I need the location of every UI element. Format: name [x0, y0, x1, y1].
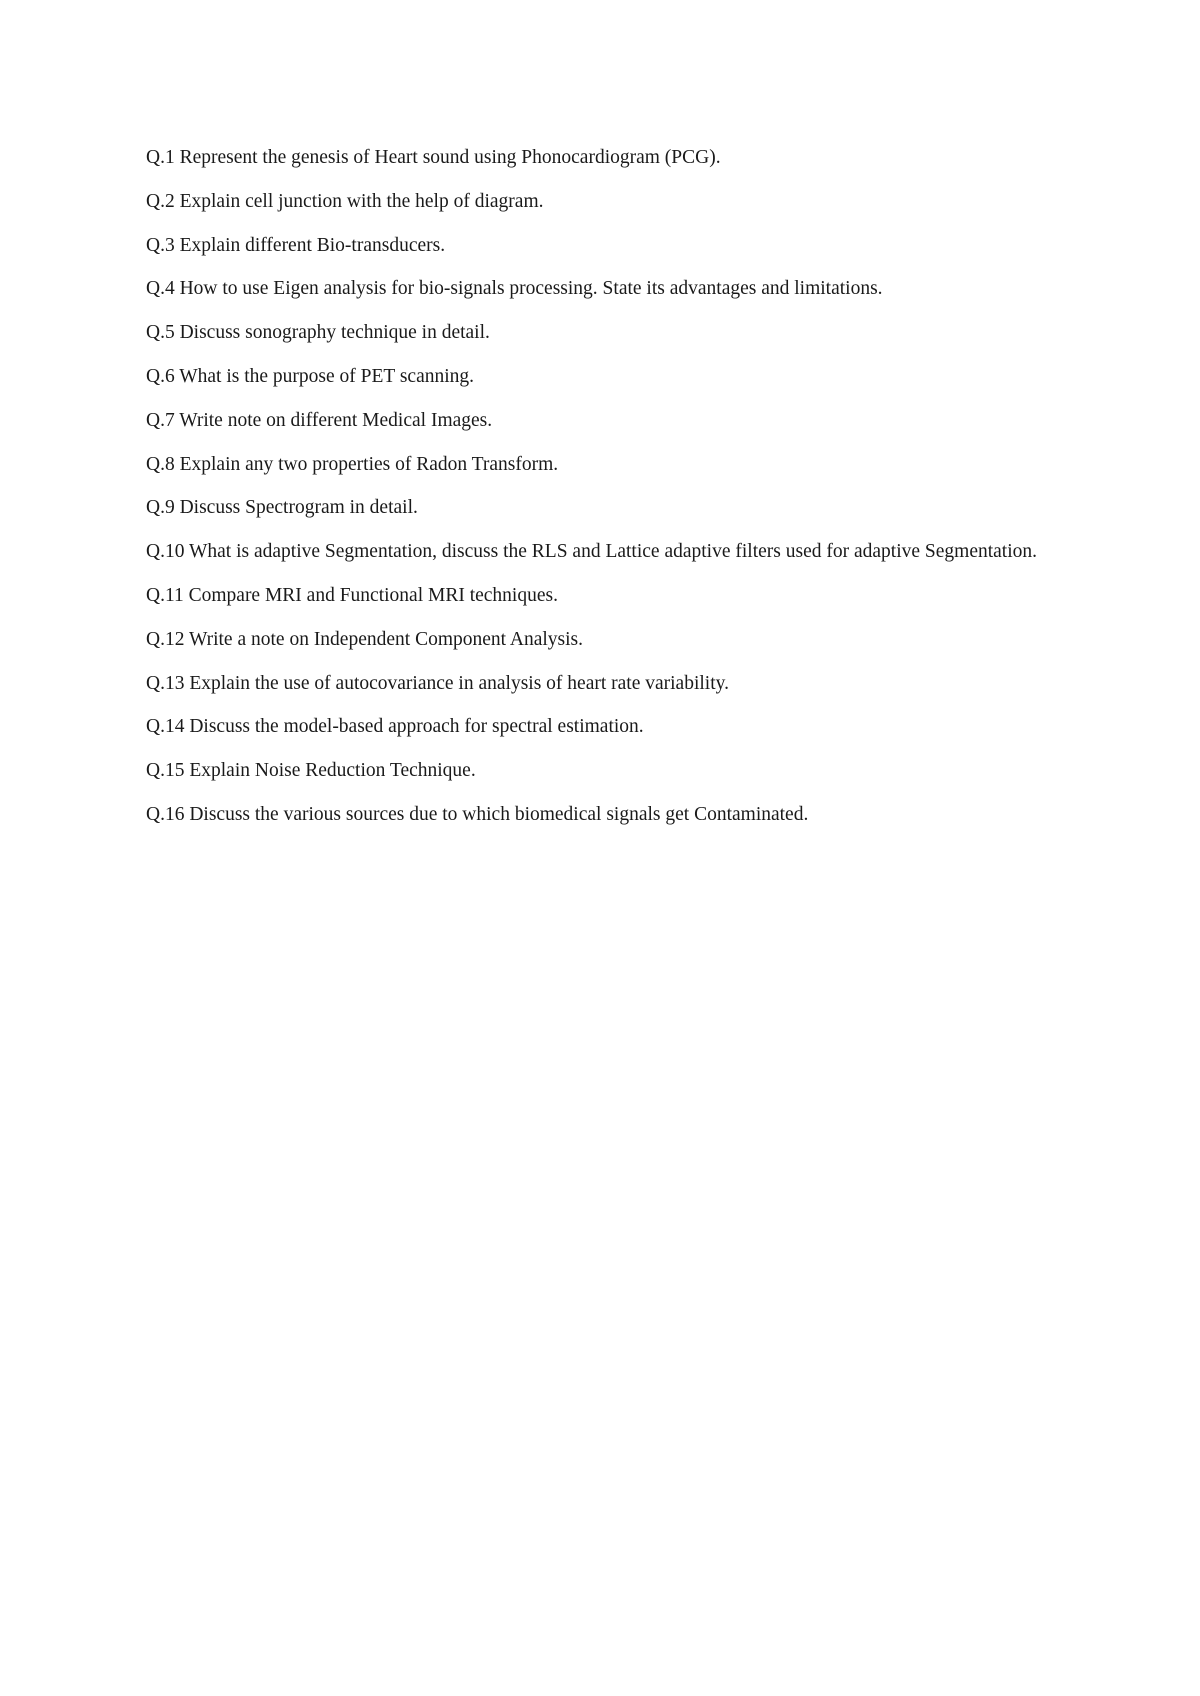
question-item: Q.4 How to use Eigen analysis for bio-signals processing. State its advantages and limitations. [146, 278, 883, 300]
question-item: Q.2 Explain cell junction with the help of diagram. [146, 190, 544, 212]
question-item: Q.1 Represent the genesis of Heart sound using Phonocardiogram (PCG). [146, 147, 721, 168]
question-list [146, 144, 1066, 845]
question-item: Q.3 Explain different Bio-transducers. [146, 234, 446, 256]
question-item: Q.7 Write note on different Medical Images. [146, 409, 493, 431]
question-item: Q.15 Explain Noise Reduction Technique. [146, 760, 476, 782]
question-item: Q.10 What is adaptive Segmentation, discuss the RLS and Lattice adaptive filters used for adaptive Segmentation. [146, 541, 1038, 563]
question-item: Q.12 Write a note on Independent Component Analysis. [146, 628, 583, 650]
question-item: Q.13 Explain the use of autocovariance in analysis of heart rate variability. [146, 672, 729, 694]
question-item: Q.8 Explain any two properties of Radon Transform. [146, 453, 559, 475]
question-item: Q.16 Discuss the various sources due to which biomedical signals get Contaminated. [146, 803, 809, 825]
question-item: Q.6 What is the purpose of PET scanning. [146, 365, 475, 387]
question-item: Q.5 Discuss sonography technique in detail. [146, 322, 490, 344]
question-item: Q.11 Compare MRI and Functional MRI techniques. [146, 584, 558, 606]
question-item: Q.9 Discuss Spectrogram in detail. [146, 497, 418, 519]
question-item: Q.14 Discuss the model-based approach for spectral estimation. [146, 716, 644, 738]
